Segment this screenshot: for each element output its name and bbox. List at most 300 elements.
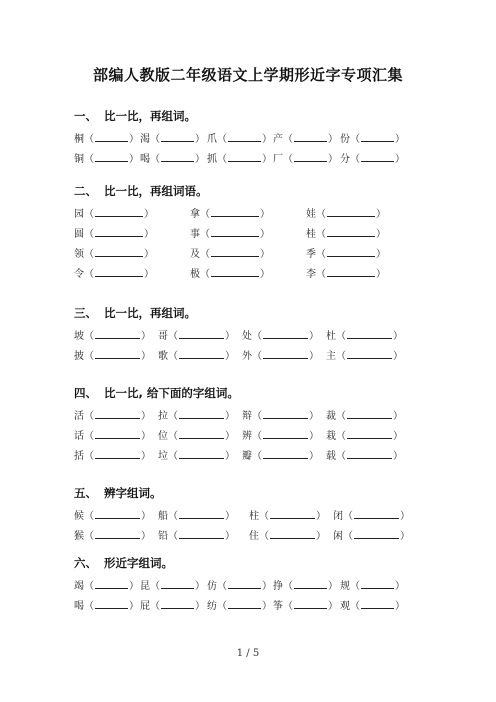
- right-paren: ）: [395, 601, 405, 612]
- character: 桐: [74, 134, 84, 145]
- right-paren: ）: [225, 431, 235, 442]
- character: 铅: [158, 531, 168, 542]
- exercise-item: [190, 247, 270, 262]
- character: 季: [306, 249, 316, 260]
- character: 闲: [333, 531, 343, 542]
- left-paren: （: [259, 511, 269, 522]
- exercise-item: [190, 207, 270, 222]
- exercise-item: [158, 449, 235, 464]
- character: 主: [326, 351, 336, 362]
- character: 拉: [158, 411, 168, 422]
- right-paren: ）: [225, 351, 235, 362]
- exercise-item: [158, 349, 235, 364]
- section-title: 比一比，再组词。: [104, 306, 196, 320]
- character: 园: [74, 209, 84, 220]
- right-paren: ）: [376, 209, 386, 220]
- right-paren: ）: [328, 134, 338, 145]
- right-paren: ）: [141, 511, 151, 522]
- answer-blank[interactable]: [95, 132, 128, 142]
- left-paren: （: [316, 249, 326, 260]
- left-paren: （: [336, 351, 346, 362]
- left-paren: （: [84, 351, 94, 362]
- answer-blank[interactable]: [270, 529, 315, 539]
- answer-blank[interactable]: [95, 509, 140, 519]
- answer-blank[interactable]: [294, 579, 327, 589]
- right-paren: ）: [225, 511, 235, 522]
- right-paren: ）: [260, 249, 270, 260]
- right-paren: ）: [393, 331, 403, 342]
- exercise-item: [190, 267, 270, 282]
- answer-blank[interactable]: [95, 267, 143, 277]
- character: 喝: [74, 601, 84, 612]
- left-paren: （: [84, 154, 94, 165]
- character: 屁: [140, 601, 150, 612]
- exercise-item: [306, 267, 386, 282]
- right-paren: ）: [141, 531, 151, 542]
- answer-blank[interactable]: [347, 429, 392, 439]
- exercise-row: [74, 429, 434, 449]
- character: 喝: [140, 154, 150, 165]
- section-heading: [74, 108, 434, 124]
- left-paren: （: [350, 134, 360, 145]
- character: 事: [190, 229, 200, 240]
- answer-blank[interactable]: [263, 409, 308, 419]
- left-paren: （: [200, 269, 210, 280]
- right-paren: ）: [262, 154, 272, 165]
- character: 娃: [306, 209, 316, 220]
- left-paren: （: [336, 451, 346, 462]
- character: 括: [74, 451, 84, 462]
- answer-blank[interactable]: [211, 267, 259, 277]
- exercise-item: [74, 227, 154, 242]
- right-paren: ）: [195, 154, 205, 165]
- left-paren: （: [350, 581, 360, 592]
- character: 产: [273, 134, 283, 145]
- right-paren: ）: [260, 229, 270, 240]
- character: 杜: [326, 331, 336, 342]
- exercise-item: [242, 329, 319, 344]
- right-paren: ）: [395, 134, 405, 145]
- character: 挣: [273, 581, 283, 592]
- answer-blank[interactable]: [263, 329, 308, 339]
- right-paren: ）: [376, 269, 386, 280]
- right-paren: ）: [376, 249, 386, 260]
- right-paren: ）: [225, 451, 235, 462]
- character: 桂: [306, 229, 316, 240]
- character: 李: [306, 269, 316, 280]
- answer-blank[interactable]: [95, 579, 128, 589]
- character: 位: [158, 431, 168, 442]
- character: 渴: [140, 134, 150, 145]
- exercise-row: [74, 599, 434, 619]
- left-paren: （: [84, 134, 94, 145]
- left-paren: （: [343, 531, 353, 542]
- right-paren: ）: [129, 154, 139, 165]
- right-paren: ）: [129, 134, 139, 145]
- exercise-item: [74, 599, 139, 614]
- answer-blank[interactable]: [263, 349, 308, 359]
- exercise-item: [74, 207, 154, 222]
- left-paren: （: [150, 581, 160, 592]
- answer-blank[interactable]: [347, 329, 392, 339]
- exercise-item: [74, 429, 151, 444]
- left-paren: （: [168, 331, 178, 342]
- exercise-item: [242, 409, 319, 424]
- section-number: 三、: [74, 306, 97, 320]
- answer-blank[interactable]: [95, 329, 140, 339]
- exercise-item: [74, 509, 151, 524]
- character: 辨: [242, 431, 252, 442]
- character: 住: [249, 531, 259, 542]
- answer-blank[interactable]: [347, 349, 392, 359]
- left-paren: （: [316, 229, 326, 240]
- answer-blank[interactable]: [354, 509, 399, 519]
- character: 歌: [158, 351, 168, 362]
- exercise-item: [207, 132, 272, 147]
- answer-blank[interactable]: [95, 429, 140, 439]
- section-6: [74, 555, 434, 619]
- answer-blank[interactable]: [95, 207, 143, 217]
- right-paren: ）: [393, 411, 403, 422]
- answer-blank[interactable]: [327, 267, 375, 277]
- left-paren: （: [84, 511, 94, 522]
- answer-blank[interactable]: [95, 227, 143, 237]
- exercise-item: [306, 247, 386, 262]
- left-paren: （: [84, 431, 94, 442]
- exercise-item: [249, 509, 326, 524]
- left-paren: （: [252, 331, 262, 342]
- character: 辩: [242, 411, 252, 422]
- exercise-row: [74, 529, 434, 549]
- section-number: 六、: [74, 556, 97, 570]
- exercise-row: [74, 132, 434, 152]
- exercise-row: [74, 449, 434, 469]
- right-paren: ）: [141, 431, 151, 442]
- section-title: 辨字组词。: [104, 486, 162, 500]
- exercise-row: [74, 267, 434, 287]
- exercise-item: [140, 152, 205, 167]
- right-paren: ）: [376, 229, 386, 240]
- section-heading: [74, 385, 434, 401]
- exercise-item: [242, 449, 319, 464]
- section-heading: [74, 305, 434, 321]
- exercise-row: [74, 227, 434, 247]
- left-paren: （: [252, 431, 262, 442]
- exercise-item: [74, 579, 139, 594]
- answer-blank[interactable]: [161, 599, 194, 609]
- exercise-row: [74, 152, 434, 172]
- exercise-item: [242, 429, 319, 444]
- exercise-row: [74, 207, 434, 227]
- character: 哥: [158, 331, 168, 342]
- right-paren: ）: [262, 134, 272, 145]
- character: 外: [242, 351, 252, 362]
- left-paren: （: [200, 249, 210, 260]
- left-paren: （: [84, 451, 94, 462]
- answer-blank[interactable]: [294, 132, 327, 142]
- answer-blank[interactable]: [294, 152, 327, 162]
- exercise-item: [273, 132, 338, 147]
- exercise-item: [158, 529, 235, 544]
- document-title: 部编人教版二年级语文上学期形近字专项汇集: [92, 66, 403, 84]
- answer-blank[interactable]: [361, 152, 394, 162]
- answer-blank[interactable]: [95, 409, 140, 419]
- character: 栽: [326, 431, 336, 442]
- answer-blank[interactable]: [361, 132, 394, 142]
- right-paren: ）: [129, 581, 139, 592]
- section-heading: [74, 555, 434, 571]
- left-paren: （: [252, 451, 262, 462]
- left-paren: （: [168, 511, 178, 522]
- answer-blank[interactable]: [361, 599, 394, 609]
- answer-blank[interactable]: [347, 449, 392, 459]
- section-3: [74, 305, 434, 369]
- section-heading: [74, 485, 434, 501]
- right-paren: ）: [400, 531, 410, 542]
- right-paren: ）: [395, 581, 405, 592]
- left-paren: （: [252, 351, 262, 362]
- answer-blank[interactable]: [95, 529, 140, 539]
- left-paren: （: [200, 209, 210, 220]
- character: 爪: [207, 134, 217, 145]
- answer-blank[interactable]: [95, 599, 128, 609]
- right-paren: ）: [144, 229, 154, 240]
- answer-blank[interactable]: [228, 132, 261, 142]
- left-paren: （: [336, 411, 346, 422]
- left-paren: （: [84, 411, 94, 422]
- right-paren: ）: [141, 331, 151, 342]
- character: 裁: [326, 411, 336, 422]
- right-paren: ）: [328, 581, 338, 592]
- right-paren: ）: [393, 351, 403, 362]
- exercise-item: [242, 349, 319, 364]
- exercise-item: [326, 349, 403, 364]
- answer-blank[interactable]: [263, 449, 308, 459]
- character: 圆: [74, 229, 84, 240]
- exercise-item: [326, 429, 403, 444]
- right-paren: ）: [141, 411, 151, 422]
- left-paren: （: [316, 269, 326, 280]
- answer-blank[interactable]: [361, 579, 394, 589]
- right-paren: ）: [309, 451, 319, 462]
- exercise-row: [74, 579, 434, 599]
- answer-blank[interactable]: [327, 227, 375, 237]
- exercise-item: [273, 579, 338, 594]
- left-paren: （: [150, 134, 160, 145]
- character: 纺: [207, 601, 217, 612]
- exercise-item: [158, 409, 235, 424]
- exercise-item: [140, 579, 205, 594]
- answer-blank[interactable]: [179, 349, 224, 359]
- exercise-item: [340, 152, 405, 167]
- section-5: [74, 485, 434, 549]
- answer-blank[interactable]: [211, 227, 259, 237]
- left-paren: （: [336, 431, 346, 442]
- exercise-item: [333, 509, 410, 524]
- right-paren: ）: [393, 451, 403, 462]
- right-paren: ）: [395, 154, 405, 165]
- left-paren: （: [283, 134, 293, 145]
- right-paren: ）: [262, 601, 272, 612]
- section-4: [74, 385, 434, 469]
- character: 抓: [207, 154, 217, 165]
- answer-blank[interactable]: [347, 409, 392, 419]
- left-paren: （: [84, 331, 94, 342]
- left-paren: （: [336, 331, 346, 342]
- answer-blank[interactable]: [228, 579, 261, 589]
- character: 令: [74, 269, 84, 280]
- character: 瓣: [242, 451, 252, 462]
- section-title: 比一比, 给下面的字组词。: [104, 386, 239, 400]
- section-heading: [74, 183, 434, 199]
- exercise-item: [333, 529, 410, 544]
- character: 候: [74, 511, 84, 522]
- answer-blank[interactable]: [179, 329, 224, 339]
- exercise-item: [74, 329, 151, 344]
- page-number: 1 / 5: [236, 648, 260, 659]
- left-paren: （: [343, 511, 353, 522]
- exercise-item: [74, 267, 154, 282]
- answer-blank[interactable]: [161, 152, 194, 162]
- character: 份: [340, 134, 350, 145]
- exercise-item: [158, 509, 235, 524]
- answer-blank[interactable]: [179, 529, 224, 539]
- answer-blank[interactable]: [327, 207, 375, 217]
- answer-blank[interactable]: [294, 599, 327, 609]
- character: 闭: [333, 511, 343, 522]
- answer-blank[interactable]: [179, 509, 224, 519]
- left-paren: （: [283, 601, 293, 612]
- left-paren: （: [84, 249, 94, 260]
- exercise-item: [140, 132, 205, 147]
- left-paren: （: [217, 134, 227, 145]
- answer-blank[interactable]: [95, 349, 140, 359]
- left-paren: （: [84, 581, 94, 592]
- character: 船: [158, 511, 168, 522]
- answer-blank[interactable]: [95, 152, 128, 162]
- left-paren: （: [283, 154, 293, 165]
- left-paren: （: [150, 601, 160, 612]
- character: 拿: [190, 209, 200, 220]
- answer-blank[interactable]: [211, 247, 259, 257]
- right-paren: ）: [328, 154, 338, 165]
- exercise-item: [158, 329, 235, 344]
- exercise-item: [74, 409, 151, 424]
- answer-blank[interactable]: [211, 207, 259, 217]
- right-paren: ）: [144, 209, 154, 220]
- exercise-item: [74, 449, 151, 464]
- exercise-row: [74, 409, 434, 429]
- answer-blank[interactable]: [161, 132, 194, 142]
- exercise-item: [207, 579, 272, 594]
- character: 筝: [273, 601, 283, 612]
- left-paren: （: [150, 154, 160, 165]
- section-number: 一、: [74, 109, 97, 123]
- right-paren: ）: [309, 351, 319, 362]
- left-paren: （: [252, 411, 262, 422]
- right-paren: ）: [144, 249, 154, 260]
- right-paren: ）: [225, 331, 235, 342]
- exercise-item: [190, 227, 270, 242]
- answer-blank[interactable]: [179, 409, 224, 419]
- right-paren: ）: [400, 511, 410, 522]
- right-paren: ）: [225, 411, 235, 422]
- section-title: 比一比，再组词语。: [104, 184, 208, 198]
- character: 昆: [140, 581, 150, 592]
- section-number: 四、: [74, 386, 97, 400]
- right-paren: ）: [129, 601, 139, 612]
- answer-blank[interactable]: [179, 449, 224, 459]
- section-number: 五、: [74, 486, 97, 500]
- answer-blank[interactable]: [263, 429, 308, 439]
- answer-blank[interactable]: [161, 579, 194, 589]
- exercise-row: [74, 247, 434, 267]
- section-1: [74, 108, 434, 172]
- character: 柱: [249, 511, 259, 522]
- right-paren: ）: [309, 411, 319, 422]
- right-paren: ）: [225, 531, 235, 542]
- character: 分: [340, 154, 350, 165]
- answer-blank[interactable]: [95, 247, 143, 257]
- left-paren: （: [217, 154, 227, 165]
- exercise-item: [340, 132, 405, 147]
- left-paren: （: [84, 209, 94, 220]
- right-paren: ）: [144, 269, 154, 280]
- right-paren: ）: [141, 351, 151, 362]
- answer-blank[interactable]: [179, 429, 224, 439]
- exercise-item: [340, 579, 405, 594]
- exercise-item: [74, 152, 139, 167]
- right-paren: ）: [309, 331, 319, 342]
- left-paren: （: [217, 581, 227, 592]
- exercise-row: [74, 349, 434, 369]
- answer-blank[interactable]: [228, 152, 261, 162]
- exercise-item: [306, 207, 386, 222]
- left-paren: （: [168, 451, 178, 462]
- right-paren: ）: [393, 431, 403, 442]
- section-title: 形近字组词。: [104, 556, 173, 570]
- character: 铜: [74, 154, 84, 165]
- left-paren: （: [84, 229, 94, 240]
- exercise-item: [74, 529, 151, 544]
- character: 竭: [74, 581, 84, 592]
- section-number: 二、: [74, 184, 97, 198]
- answer-blank[interactable]: [270, 509, 315, 519]
- right-paren: ）: [195, 134, 205, 145]
- right-paren: ）: [141, 451, 151, 462]
- right-paren: ）: [195, 581, 205, 592]
- exercise-item: [158, 429, 235, 444]
- character: 载: [326, 451, 336, 462]
- right-paren: ）: [195, 601, 205, 612]
- answer-blank[interactable]: [327, 247, 375, 257]
- left-paren: （: [316, 209, 326, 220]
- character: 处: [242, 331, 252, 342]
- left-paren: （: [217, 601, 227, 612]
- left-paren: （: [259, 531, 269, 542]
- character: 极: [190, 269, 200, 280]
- left-paren: （: [168, 531, 178, 542]
- answer-blank[interactable]: [354, 529, 399, 539]
- left-paren: （: [168, 411, 178, 422]
- right-paren: ）: [328, 601, 338, 612]
- exercise-item: [273, 599, 338, 614]
- left-paren: （: [168, 431, 178, 442]
- character: 厂: [273, 154, 283, 165]
- answer-blank[interactable]: [95, 449, 140, 459]
- exercise-item: [207, 599, 272, 614]
- answer-blank[interactable]: [228, 599, 261, 609]
